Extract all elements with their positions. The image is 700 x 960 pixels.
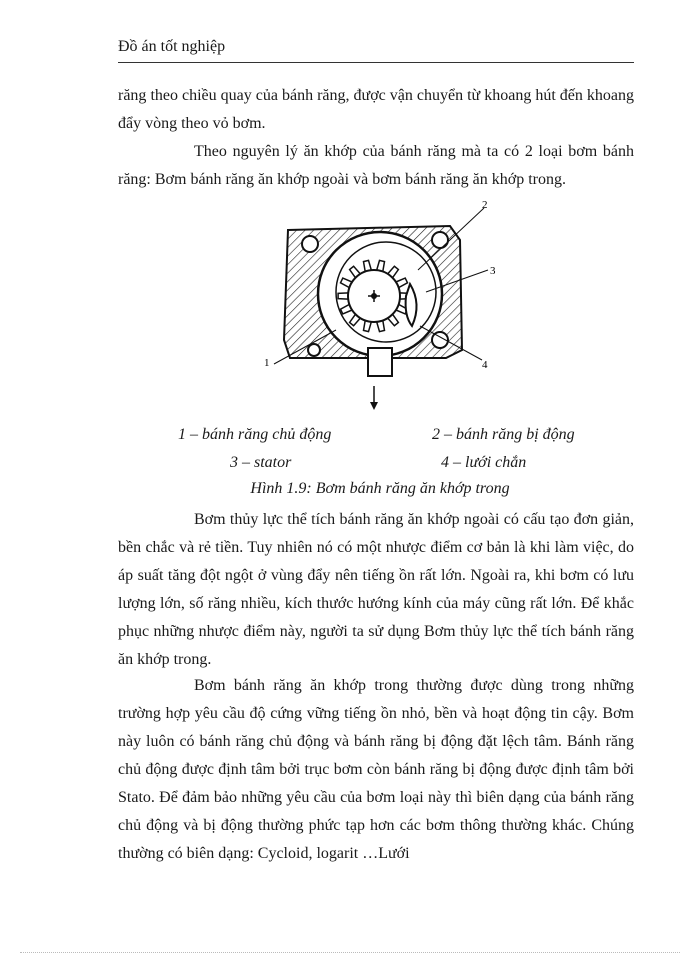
legend-item-2: 2 – bánh răng bị động [432, 426, 575, 443]
callout-1: 1 [264, 357, 270, 369]
header-divider [118, 62, 634, 63]
callout-2: 2 [482, 200, 488, 211]
page-header-title: Đồ án tốt nghiệp [118, 38, 226, 55]
legend-item-4: 4 – lưới chắn [441, 454, 527, 471]
footer-divider [20, 952, 680, 953]
internal-gear-pump-drawing [250, 200, 510, 415]
legend-item-1: 1 – bánh răng chủ động [178, 426, 332, 443]
callout-4: 4 [482, 359, 488, 371]
pump-figure [250, 200, 510, 415]
gear-tooth [338, 293, 348, 299]
paragraph-4: Bơm bánh răng ăn khớp trong thường được dùng trong những trường hợp yêu cầu độ cứng vững tiếng ồn nhỏ, bền và hoạt động tin cậy. Bơm này luôn có bánh răng chủ động và bánh răng bị động đặt lệch tâm. Bánh răng chủ động được định tâm bởi trục bơm còn bánh răng bị động được định tâm bởi Stato. Để đảm bảo những yêu cầu của bơm loại này thì biên dạng của bánh răng chủ động và bị động thường phức tạp hơn các bơm thông thường khác. Chúng thường có biên dạng: Cycloid, logarit …Lưới [118, 677, 634, 862]
callout-3: 3 [490, 265, 496, 277]
paragraph-2: Theo nguyên lý ăn khớp của bánh răng mà ta có 2 loại bơm bánh răng: Bơm bánh răng ăn khớp ngoài và bơm bánh răng ăn khớp trong. [118, 143, 634, 188]
paragraph-3: Bơm thủy lực thể tích bánh răng ăn khớp ngoài có cấu tạo đơn giản, bền chắc và rẻ tiền. Tuy nhiên nó có một nhược điểm cơ bản là khi làm việc, do áp suất tăng đột ngột ở vùng đẩy nên tiếng ồn rất lớn. Ngoài ra, khi bơm có lưu lượng lớn, số răng nhiều, kích thước hướng kính của máy cũng rất lớn. Để khắc phục những nhược điểm này, người ta sử dụng Bơm thủy lực thể tích bánh răng ăn khớp trong. [118, 511, 634, 668]
legend-item-3: 3 – stator [230, 454, 292, 471]
figure-caption: Hình 1.9: Bơm bánh răng ăn khớp trong [250, 480, 510, 497]
paragraph-1: răng theo chiều quay của bánh răng, được vận chuyển từ khoang hút đến khoang đẩy vòng theo vỏ bơm. [118, 87, 634, 132]
